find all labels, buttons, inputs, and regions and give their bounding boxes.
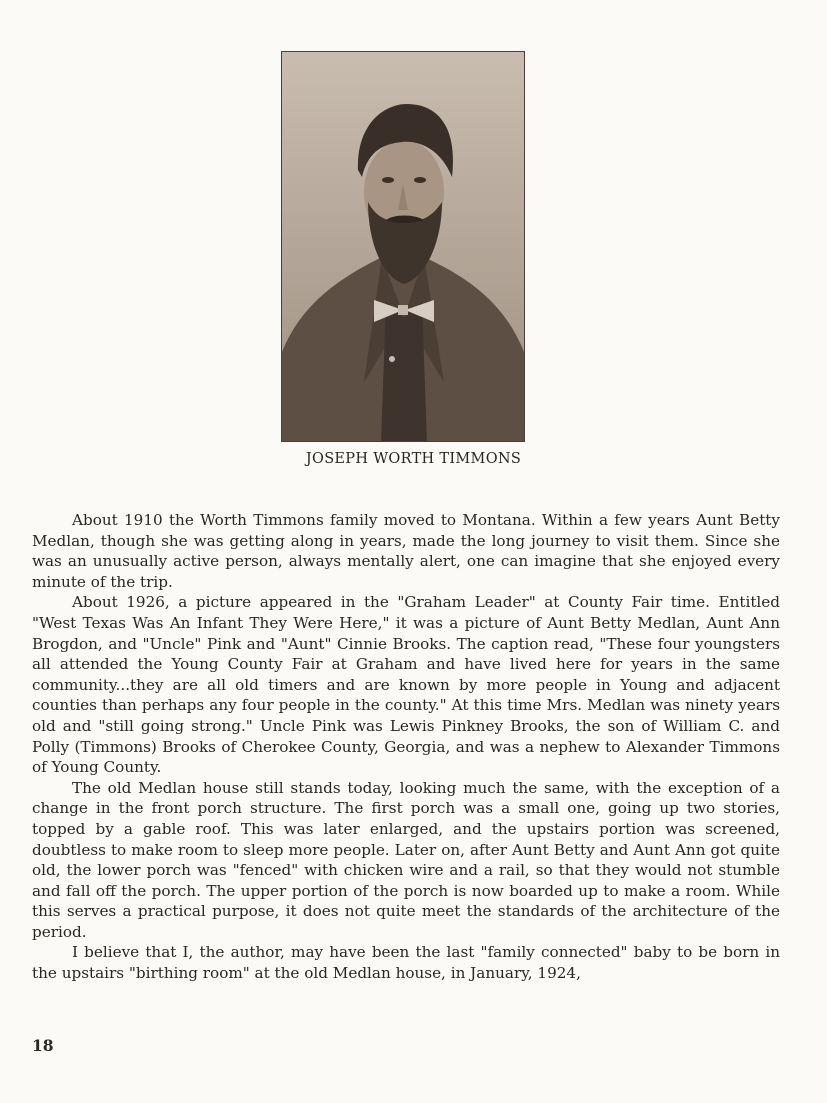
paragraph: The old Medlan house still stands today, looking much the same, with the exception of a change in the front porch structure. The first porch was a small one, going up two stories, topped by a gable roof. This was later enlarged, and the upstairs portion was screened, doubtless to make room to sleep more people. Later on, after Aunt Betty and Aunt Ann got quite old, the lower porch was "fenced" with chicken wire and a rail, so that they would not stumble and fall off the porch. The upper portion of the porch is now boarded up to make a room. While this serves a practical purpose, it does not quite meet the standards of the architecture of the period. bbox=[32, 778, 780, 941]
paragraph: About 1926, a picture appeared in the "Graham Leader" at County Fair time. Entitled "West Texas Was An Infant They Were Here," it was a picture of Aunt Betty Medlan, Aunt Ann Brogdon, and "Uncle" Pink and "Aunt" Cinnie Brooks. The caption read, "These four youngsters all attended the Young County Fair at Graham and have lived here for years in the same community...they are all old timers and are known by more people in Young and adjacent counties than perhaps any four people in the county." At this time Mrs. Medlan was ninety years old and "still going strong." Uncle Pink was Lewis Pinkney Brooks, the son of William C. and Polly (Timmons) Brooks of Cherokee County, Georgia, and was a nephew to Alexander Timmons of Young County. bbox=[32, 593, 780, 777]
paragraph: About 1910 the Worth Timmons family moved to Montana. Within a few years Aunt Betty Medlan, though she was getting along in years, made the long journey to visit them. Since she was an unusually active person, always mentally alert, one can imagine that she enjoyed every minute of the trip. bbox=[32, 511, 780, 591]
portrait-photo bbox=[281, 51, 525, 442]
body-text bbox=[32, 510, 780, 984]
portrait-image bbox=[282, 52, 524, 441]
page-number: 18 bbox=[32, 1036, 54, 1055]
photo-caption: JOSEPH WORTH TIMMONS bbox=[305, 451, 522, 467]
paragraph: I believe that I, the author, may have been the last "family connected" baby to be born in the upstairs "birthing room" at the old Medlan house, in January, 1924, bbox=[32, 943, 780, 983]
